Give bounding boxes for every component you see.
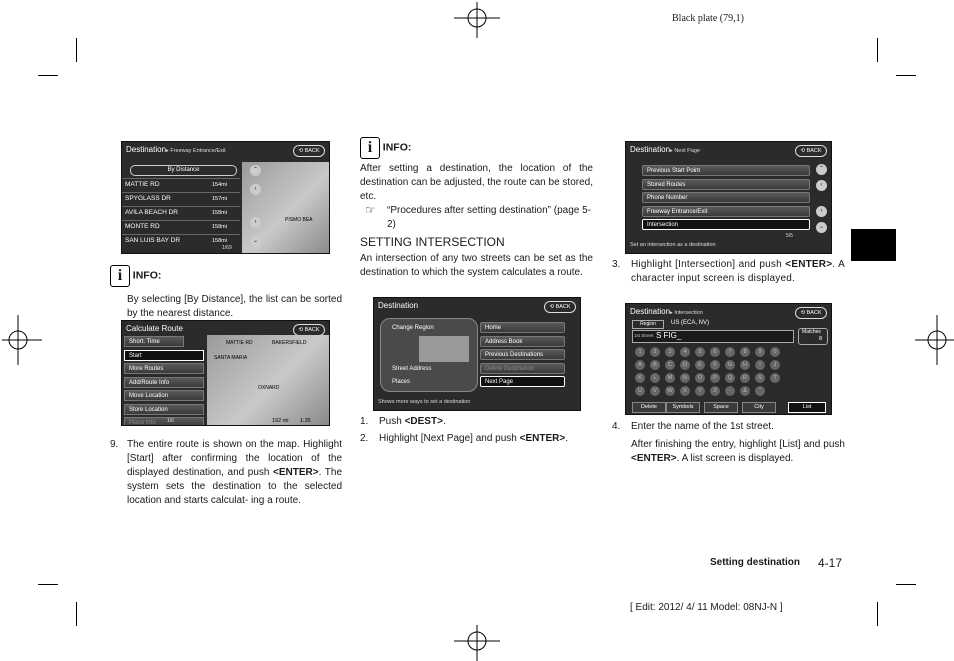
next-page-menu-item[interactable]: Phone Number [642, 192, 810, 203]
keyboard-key[interactable]: 3 [665, 347, 675, 357]
reference-hand-icon: ☞ [365, 203, 376, 217]
keyboard-action-button[interactable]: Delete [632, 402, 666, 413]
region-value: US (ECA, NV) [671, 320, 710, 326]
route-menu-item[interactable]: Move Location [124, 390, 204, 401]
keyboard-key[interactable]: I [755, 360, 765, 370]
list-item[interactable] [122, 206, 240, 219]
keyboard-key[interactable]: F [710, 360, 720, 370]
scroll-down-icon[interactable]: ⌄ [816, 222, 827, 233]
registration-mark-top [452, 2, 502, 38]
destination-menu-item[interactable]: Change Region [392, 325, 434, 331]
step-number: 4. [612, 421, 621, 432]
map-label: OXNARD [258, 385, 280, 391]
back-button[interactable]: ⟲ BACK [293, 324, 325, 336]
keyboard-key[interactable]: Q [725, 373, 735, 383]
route-time: 1:35 [300, 418, 311, 424]
keyboard-key[interactable]: W [665, 386, 675, 396]
street-name: SPYGLASS DR [125, 195, 171, 202]
keyboard-key[interactable]: 6 [710, 347, 720, 357]
section-tab [851, 229, 896, 261]
next-page-menu-item[interactable]: Stored Routes [642, 179, 810, 190]
step-number: 2. [360, 433, 369, 444]
steps-1-2 [360, 415, 593, 449]
keyboard-key[interactable]: D [680, 360, 690, 370]
crop-mark [76, 38, 77, 62]
screen-title: Destination▸ Intersection [630, 307, 703, 316]
screen-calculate-route [121, 320, 330, 426]
crop-mark [38, 584, 58, 585]
keyboard-action-button[interactable]: Symbols [666, 402, 700, 413]
keyboard-action-button[interactable]: Space [704, 402, 738, 413]
keyboard-key[interactable]: 0 [770, 347, 780, 357]
crop-mark [877, 602, 878, 626]
next-page-menu-item[interactable]: Freeway Entrance/Exit [642, 206, 810, 217]
info-text: By selecting [By Distance], the list can be sorted by the nearest distance. [127, 294, 342, 319]
list-item[interactable] [122, 192, 240, 205]
list-count: 1/69 [222, 245, 232, 251]
step-number: 9. [110, 439, 119, 450]
info-icon: i [110, 265, 130, 287]
keyboard-key[interactable]: P [710, 373, 720, 383]
step-4 [612, 420, 845, 466]
registration-mark-left [2, 315, 42, 365]
footer-section-title: Setting destination [710, 557, 800, 568]
route-menu-item[interactable]: Place Info [124, 417, 204, 426]
page-number: 4-17 [818, 556, 843, 570]
screen-footer: Set an intersection as a destination [630, 242, 716, 248]
step-9 [110, 438, 342, 508]
route-menu-item[interactable]: Short. Time [124, 336, 184, 347]
region-button[interactable]: Region [632, 320, 664, 329]
map-label: MATTIE RD [226, 340, 253, 346]
keyboard-key[interactable]: - [725, 386, 735, 396]
keyboard-key[interactable]: H [740, 360, 750, 370]
street-distance: 157mi [212, 196, 227, 202]
page-reference[interactable]: ☞ “Procedures after setting destination” (page 5-2) [365, 203, 591, 230]
keyboard-key[interactable]: R [740, 373, 750, 383]
crop-mark [76, 602, 77, 626]
step-text: Push <DEST>. [379, 416, 446, 427]
route-menu-item[interactable]: Store Location [124, 404, 204, 415]
keyboard-key[interactable]: 8 [740, 347, 750, 357]
step-3 [612, 258, 845, 286]
page-up-icon[interactable]: ‹ [250, 184, 261, 195]
section-heading: SETTING INTERSECTION [360, 235, 505, 249]
info-title: INFO: [382, 141, 412, 154]
info-icon: i [360, 137, 380, 159]
back-button[interactable]: ⟲ BACK [795, 307, 827, 319]
screen-title: Calculate Route [126, 324, 183, 333]
keyboard-key[interactable]: E [695, 360, 705, 370]
keyboard-key[interactable]: B [650, 360, 660, 370]
route-distance: 192 mi [272, 418, 289, 424]
step-text: Enter the name of the 1st street. [631, 421, 774, 432]
list-item[interactable] [122, 220, 240, 233]
keyboard-key[interactable]: & [740, 386, 750, 396]
matches-value: 8 [819, 336, 823, 342]
map-view [207, 335, 329, 425]
keyboard-key[interactable]: G [725, 360, 735, 370]
keyboard-key[interactable]: 4 [680, 347, 690, 357]
destination-menu-item[interactable]: Places [392, 379, 411, 385]
street-name: MONTE RD [125, 223, 160, 230]
keyboard-key[interactable]: Z [710, 386, 720, 396]
destination-menu-item[interactable]: Home [480, 322, 565, 333]
keyboard-key[interactable]: U [635, 386, 645, 396]
keyboard-key[interactable]: K [635, 373, 645, 383]
step-item [360, 415, 593, 429]
route-menu-item[interactable]: Start [124, 350, 204, 361]
step-text: Highlight [Intersection] and push <ENTER>. A character input screen is displayed. [631, 259, 845, 284]
keyboard-action-button[interactable]: City [742, 402, 776, 413]
keyboard-action-button[interactable]: List [788, 402, 826, 413]
destination-menu-item[interactable]: Previous Destinations [480, 349, 565, 360]
screen-destination-menu [373, 297, 581, 411]
plate-label: Black plate (79,1) [672, 13, 744, 24]
keyboard-key[interactable]: Y [695, 386, 705, 396]
us-map-icon [419, 336, 469, 362]
keyboard-key[interactable]: L [650, 373, 660, 383]
keyboard-key[interactable]: V [650, 386, 660, 396]
keyboard-key[interactable]: ' [755, 386, 765, 396]
step-number: 1. [360, 416, 369, 427]
keyboard-key[interactable]: 7 [725, 347, 735, 357]
street-input-text: S FIG_ [656, 331, 682, 340]
street-distance: 158mi [212, 210, 227, 216]
info-title: INFO: [132, 269, 162, 282]
street-distance: 158mi [212, 224, 227, 230]
keyboard-key[interactable]: X [680, 386, 690, 396]
info-note-adjust [360, 137, 593, 232]
keyboard-key[interactable]: 1 [635, 347, 645, 357]
keyboard-key[interactable]: 2 [650, 347, 660, 357]
registration-mark-right [915, 315, 954, 365]
list-count: 5/5 [786, 233, 793, 239]
destination-menu-item[interactable]: Next Page [480, 376, 565, 387]
scroll-down-icon[interactable]: ⌄ [250, 236, 261, 247]
crop-mark [38, 75, 58, 76]
keyboard-key[interactable]: T [770, 373, 780, 383]
next-page-menu-item[interactable]: Previous Start Point [642, 165, 810, 176]
route-menu-item[interactable]: Add/Route Info [124, 377, 204, 388]
info-note-sort [110, 265, 342, 321]
keyboard-key[interactable]: O [695, 373, 705, 383]
step-text: Highlight [Next Page] and push <ENTER>. [379, 433, 569, 444]
screen-next-page [625, 141, 832, 254]
destination-menu-item[interactable]: Delete Destination [480, 363, 565, 374]
page-down-icon[interactable]: › [250, 217, 261, 228]
page-down-icon[interactable]: › [816, 206, 827, 217]
page-up-icon[interactable]: ‹ [816, 180, 827, 191]
route-menu-item[interactable]: More Routes [124, 363, 204, 374]
route-count: 1/6 [167, 418, 174, 424]
sort-by-distance-button[interactable]: By Distance [130, 165, 237, 176]
street-name: SAN LUIS BAY DR [125, 237, 181, 244]
keyboard-key[interactable]: 5 [695, 347, 705, 357]
keyboard-key[interactable]: 9 [755, 347, 765, 357]
keyboard-key[interactable]: C [665, 360, 675, 370]
destination-menu-item[interactable]: Street Address [392, 366, 432, 372]
back-button[interactable]: ⟲ BACK [544, 301, 576, 313]
matches-label: Matches [802, 329, 821, 335]
street-name: AVILA BEACH DR [125, 209, 178, 216]
street-label: 1st Street [634, 333, 654, 338]
screen-intersection-input [625, 303, 832, 415]
step-item [360, 432, 593, 446]
step-text: The entire route is shown on the map. Highlight [Start] after confirming the location of the displayed destination, and push <ENTER>. The system sets the destination to the selected location and starts calculat- ing a route. [127, 439, 343, 506]
scroll-up-icon[interactable]: ⌃ [250, 165, 261, 176]
screen-footer: Shows more ways to set a destination [378, 399, 471, 405]
street-name: MATTIE RD [125, 181, 160, 188]
crop-mark [896, 75, 916, 76]
screen-title: Destination▸ Freeway Entrance/Exit [126, 145, 226, 154]
screen-title: Destination [378, 301, 419, 310]
map-label: SANTA MARIA [214, 355, 248, 361]
back-button[interactable]: ⟲ BACK [795, 145, 827, 157]
keyboard-key[interactable]: S [755, 373, 765, 383]
info-text: After setting a destination, the location of the destination can be adjusted, the route can be stored, etc. [360, 163, 593, 202]
map-label: PISMO BEA [285, 217, 313, 223]
back-button[interactable]: ⟲ BACK [293, 145, 325, 157]
keyboard-key[interactable]: A [635, 360, 645, 370]
crop-mark [896, 584, 916, 585]
street-distance: 154mi [212, 182, 227, 188]
destination-menu-item[interactable]: Address Book [480, 336, 565, 347]
keyboard-key[interactable]: M [665, 373, 675, 383]
street-distance: 158mi [212, 238, 227, 244]
edit-info: [ Edit: 2012/ 4/ 11 Model: 08NJ-N ] [630, 602, 783, 613]
step-number: 3. [612, 259, 621, 270]
keyboard-key[interactable]: N [680, 373, 690, 383]
map-label: BAKERSFIELD [272, 340, 307, 346]
keyboard-key[interactable]: J [770, 360, 780, 370]
crop-mark [877, 38, 878, 62]
section-text: An intersection of any two streets can be set as the destination to which the system calculates a route. [360, 253, 593, 278]
registration-mark-bottom [452, 625, 502, 661]
next-page-menu-item[interactable]: Intersection [642, 219, 810, 230]
step-text-continued: After finishing the entry, highlight [List] and push <ENTER>. A list screen is displayed. [631, 439, 845, 464]
screen-title: Destination▸ Next Page [630, 145, 701, 154]
list-item[interactable] [122, 178, 240, 191]
screen-freeway-list [121, 141, 330, 254]
scroll-up-icon[interactable]: ⌃ [816, 164, 827, 175]
